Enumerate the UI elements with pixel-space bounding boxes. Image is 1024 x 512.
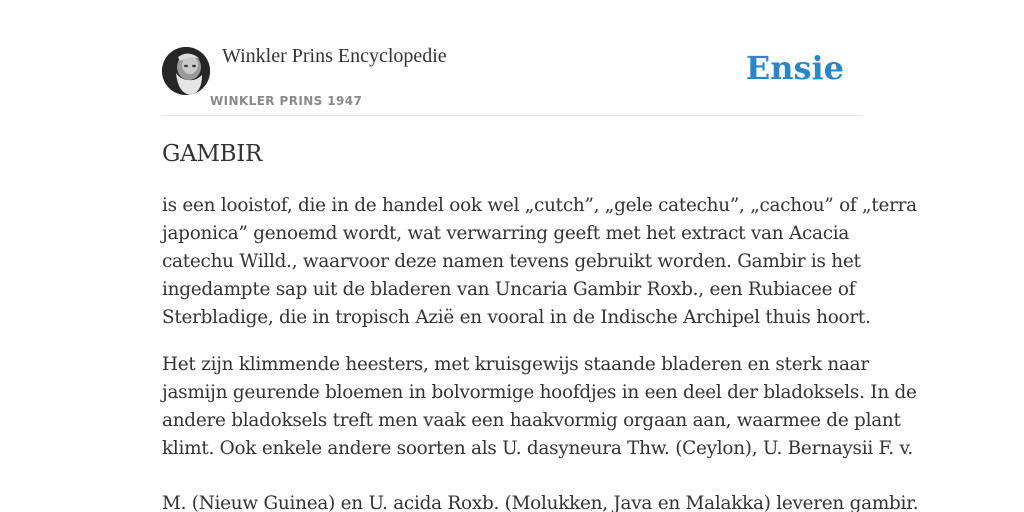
source-subtitle[interactable]: WINKLER PRINS 1947	[210, 94, 363, 108]
brand-logo[interactable]: Ensie	[745, 49, 844, 87]
text-line: klimt. Ook enkele andere soorten als U. dasyneura Thw. (Ceylon), U. Bernaysii F. v.	[162, 438, 913, 459]
text-line: andere bladoksels treft men vaak een haakvormig orgaan aan, waarmee de plant	[162, 410, 901, 431]
site-name[interactable]: Winkler Prins Encyclopedie	[222, 45, 447, 67]
text-line: M. (Nieuw Guinea) en U. acida Roxb. (Molukken, Java en Malakka) leveren gambir.	[162, 493, 919, 512]
site-header	[162, 40, 862, 116]
avatar-image	[162, 47, 210, 95]
text-line: ingedampte sap uit de bladeren van Uncaria Gambir Roxb., een Rubiacee of	[162, 279, 856, 300]
text-line: japonica” genoemd wordt, wat verwarring geeft met het extract van Acacia	[162, 223, 850, 244]
article-paragraph	[162, 490, 919, 512]
text-line: Sterbladige, die in tropisch Azië en vooral in de Indische Archipel thuis hoort.	[162, 307, 871, 328]
text-line: is een looistof, die in de handel ook wel „cutch”, „gele catechu”, „cachou” of „terra	[162, 195, 917, 216]
bearded-man-portrait-icon[interactable]	[162, 47, 210, 95]
article-title: GAMBIR	[162, 141, 263, 167]
article-paragraph	[162, 192, 917, 332]
text-line: Het zijn klimmende heesters, met kruisgewijs staande bladeren en sterk naar	[162, 354, 869, 375]
text-line: catechu Willd., waarvoor deze namen tevens gebruikt worden. Gambir is het	[162, 251, 861, 272]
article-paragraph	[162, 351, 917, 463]
text-line: jasmijn geurende bloemen in bolvormige hoofdjes in een deel der bladoksels. In de	[162, 382, 917, 403]
